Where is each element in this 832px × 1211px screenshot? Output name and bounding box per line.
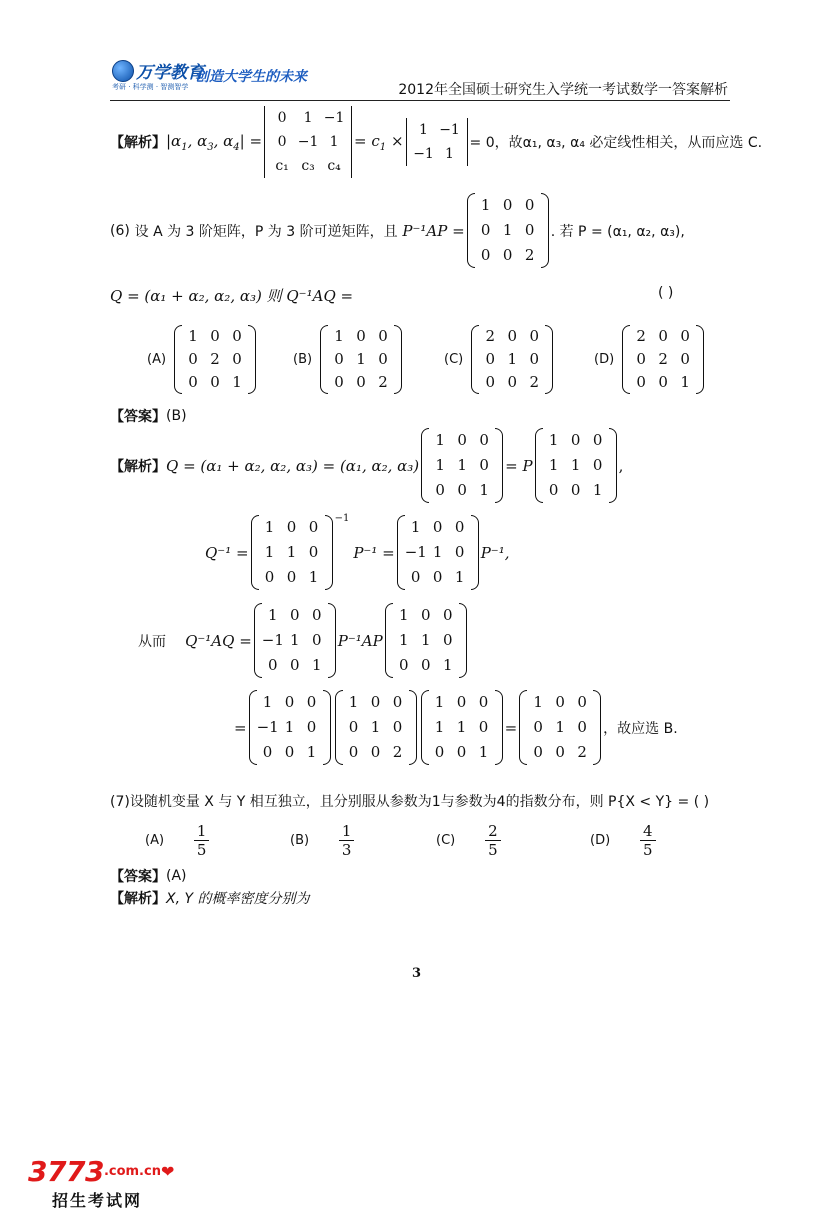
matrix-entry: 0 xyxy=(432,568,443,586)
matrix-entry: 0 xyxy=(680,350,690,368)
matrix-entry: 1 xyxy=(445,146,454,162)
matrix-entry: 1 xyxy=(420,631,431,649)
matrix-entry: 0 xyxy=(356,373,366,391)
matrix-entry: 0 xyxy=(454,543,465,561)
option-label: (D) xyxy=(590,833,611,848)
matrix-entry: 1 xyxy=(480,196,491,214)
matrix-entry: 0 xyxy=(577,718,587,736)
matrix-entry: 1 xyxy=(548,431,559,449)
therefore-word: 从而 xyxy=(138,633,166,650)
site-logo xyxy=(28,1155,174,1188)
analysis-tag: 【解析】 xyxy=(110,135,166,151)
matrix-entry: 0 xyxy=(210,327,220,345)
q7-option-a xyxy=(145,822,209,859)
eq1-lhs: Q = (α₁ + α₂, α₂, α₃) = (α₁, α₂, α₃) xyxy=(166,456,420,475)
q6-analysis-line3 xyxy=(138,603,469,678)
matrix-entry: 1 xyxy=(370,718,381,736)
q6-analysis-line4 xyxy=(234,690,678,765)
matrix-entry: −1 xyxy=(261,631,284,649)
matrix-entry: 1 xyxy=(356,350,366,368)
option-label: (C) xyxy=(436,833,456,848)
matrix-entry: 0 xyxy=(442,631,453,649)
matrix-entry: 0 xyxy=(334,373,344,391)
matrix-entry: 0 xyxy=(378,327,388,345)
matrix-entry: 0 xyxy=(442,606,453,624)
matrix-entry: 0 xyxy=(356,327,366,345)
matrix-entry: 0 xyxy=(370,693,381,711)
matrix-entry: 0 xyxy=(479,431,489,449)
fraction-numerator: 2 xyxy=(485,822,501,841)
matrix-entry: 0 xyxy=(456,693,467,711)
matrix-entry: c₄ xyxy=(327,158,341,174)
matrix-entry: 0 xyxy=(286,518,297,536)
matrix-entry: 2 xyxy=(210,350,220,368)
equals-sign: = xyxy=(504,718,518,737)
matrix-entry: 0 xyxy=(312,631,322,649)
matrix-entry: 0 xyxy=(592,431,603,449)
matrix-entry: −1 xyxy=(256,718,279,736)
matrix-entry: 0 xyxy=(507,327,517,345)
matrix-entry: 0 xyxy=(524,221,535,239)
matrix-entry: 0 xyxy=(658,373,668,391)
globe-icon xyxy=(112,60,134,82)
matrix-entry: 0 xyxy=(454,518,465,536)
matrix-entry: 1 xyxy=(432,543,443,561)
question-number: (6) xyxy=(110,222,130,239)
q7-option-d xyxy=(590,822,656,859)
option-label: (A) xyxy=(145,833,165,848)
q6-stem xyxy=(110,193,685,268)
matrix-entry: 0 xyxy=(570,431,581,449)
matrix-entry: 2 xyxy=(392,743,403,761)
matrix-entry: 1 xyxy=(398,631,409,649)
matrix-entry: 2 xyxy=(577,743,587,761)
matrix-entry: 1 xyxy=(592,481,603,499)
determinant-2x2 xyxy=(406,118,468,166)
matrix-entry: 0 xyxy=(524,196,535,214)
answer-value: (B) xyxy=(166,408,187,424)
matrix-entry: 1 xyxy=(286,543,297,561)
matrix-entry: 0 xyxy=(533,718,543,736)
matrix-entry: 0 xyxy=(306,718,317,736)
matrix-entry: 0 xyxy=(348,743,359,761)
matrix-entry: 0 xyxy=(636,373,646,391)
matrix-entry: 0 xyxy=(262,743,273,761)
matrix-entry: 1 xyxy=(570,456,581,474)
option-label: (B) xyxy=(290,833,310,848)
fraction-denominator: 5 xyxy=(643,841,653,859)
fraction-denominator: 5 xyxy=(488,841,498,859)
matrix-diag xyxy=(467,193,549,268)
analysis-tag: 【解析】 xyxy=(110,458,166,475)
matrix-entry: 0 xyxy=(370,743,381,761)
option-label: (B) xyxy=(293,352,313,367)
matrix-entry: 1 xyxy=(232,373,242,391)
q6-analysis-line2 xyxy=(205,515,510,590)
fraction-numerator: 1 xyxy=(339,822,355,841)
matrix-entry: 1 xyxy=(284,718,295,736)
matrix-entry: 0 xyxy=(210,373,220,391)
matrix-entry: 0 xyxy=(284,743,295,761)
matrix-entry: 1 xyxy=(533,693,543,711)
q-inverse: Q⁻¹ = xyxy=(205,543,249,562)
matrix-entry: 1 xyxy=(680,373,690,391)
matrix-entry: −1 xyxy=(404,543,427,561)
matrix-entry: 0 xyxy=(188,373,198,391)
matrix-entry: c₃ xyxy=(301,158,315,174)
matrix-entry: 1 xyxy=(435,456,445,474)
matrix-entry: 0 xyxy=(457,431,467,449)
fraction-numerator: 4 xyxy=(640,822,656,841)
matrix-entry: 1 xyxy=(456,718,467,736)
fraction-denominator: 3 xyxy=(341,841,352,859)
matrix-entry: 0 xyxy=(286,568,297,586)
matrix-entry: 1 xyxy=(502,221,513,239)
q7-option-b xyxy=(290,822,354,859)
matrix-entry: 0 xyxy=(398,656,409,674)
matrix-entry: 1 xyxy=(434,693,445,711)
matrix-entry: 2 xyxy=(485,327,495,345)
matrix-entry: 1 xyxy=(290,631,300,649)
matrix-entry: −1 xyxy=(323,110,345,126)
equals-sign: = xyxy=(234,718,247,737)
eq1-end: , xyxy=(618,456,624,475)
matrix-entry: 1 xyxy=(264,543,275,561)
matrix-entry: 1 xyxy=(334,327,344,345)
matrix-entry: 0 xyxy=(290,656,300,674)
matrix-entry: 0 xyxy=(533,743,543,761)
matrix-entry: 0 xyxy=(485,350,495,368)
q7-stem: (7)设随机变量 X 与 Y 相互独立，且分别服从参数为1与参数为4的指数分布，则 P{X < Y} = ( ) xyxy=(110,794,710,810)
matrix-entry: 2 xyxy=(636,327,646,345)
q6-stem-b: . 若 P = (α₁, α₂, α₃), xyxy=(550,223,685,240)
pap-expression: P⁻¹AP xyxy=(337,631,383,650)
page-header-title: 2012年全国硕士研究生入学统一考试数学一答案解析 xyxy=(398,82,728,98)
matrix-entry: 1 xyxy=(555,718,565,736)
matrix-entry: 0 xyxy=(392,718,403,736)
header-rule xyxy=(110,100,730,101)
answer-value: (A) xyxy=(166,868,187,884)
matrix-entry: 1 xyxy=(329,134,339,150)
matrix-entry: 0 xyxy=(420,656,431,674)
matrix-entry: 0 xyxy=(264,568,275,586)
fraction-denominator: 5 xyxy=(196,841,207,859)
matrix-entry: 0 xyxy=(577,693,587,711)
q6-lhs: P⁻¹AP = xyxy=(402,221,465,240)
matrix-entry: 1 xyxy=(348,693,359,711)
matrix-entry: 2 xyxy=(529,373,539,391)
q5-analysis: 【解析】 $|\alpha_1$, $\alpha_3$, $\alpha_4|$ = 0 1 −1 0 −1 1 c₁ c₃ c₄ = $c_1$ × 1 −1 −1 1 = 0，故α₁, α₃, α₄ 必定线性相关，从而应选 C. xyxy=(110,106,762,178)
matrix-entry: 0 xyxy=(485,373,495,391)
matrix-entry: 0 xyxy=(636,350,646,368)
matrix-entry: 0 xyxy=(680,327,690,345)
matrix-entry: 0 xyxy=(334,350,344,368)
matrix-entry: 1 xyxy=(478,743,489,761)
matrix-entry: 0 xyxy=(480,221,491,239)
matrix-entry: 0 xyxy=(529,350,539,368)
inverse-superscript: −1 xyxy=(334,513,350,524)
matrix-entry: 0 xyxy=(548,481,559,499)
matrix-entry: 2 xyxy=(378,373,388,391)
option-b xyxy=(293,325,404,394)
matrix-entry: 0 xyxy=(478,718,489,736)
matrix-entry: 0 xyxy=(479,456,489,474)
matrix-entry: −1 xyxy=(439,122,460,138)
q6-analysis-line1 xyxy=(110,428,623,503)
matrix-entry: 2 xyxy=(658,350,668,368)
q7-answer xyxy=(110,866,187,886)
q6-stem-a: 设 A 为 3 阶矩阵，P 为 3 阶可逆矩阵，且 xyxy=(134,223,398,240)
site-brand: 3773 xyxy=(28,1155,104,1188)
matrix-entry: 0 xyxy=(348,718,359,736)
matrix-entry: 0 xyxy=(658,327,668,345)
wanxue-logo xyxy=(112,58,204,91)
matrix-entry: 2 xyxy=(524,246,535,264)
matrix-entry: 0 xyxy=(392,693,403,711)
matrix-entry: 1 xyxy=(308,568,319,586)
matrix-entry: 1 xyxy=(188,327,198,345)
matrix-entry: 0 xyxy=(478,693,489,711)
matrix-entry: 0 xyxy=(435,481,445,499)
matrix-entry: 0 xyxy=(570,481,581,499)
matrix-entry: 1 xyxy=(303,110,313,126)
matrix-entry: 0 xyxy=(308,518,319,536)
logo-subtitle: 考研 · 科学测 · 智测智学 xyxy=(112,83,189,91)
matrix-entry: 1 xyxy=(419,122,428,138)
matrix-entry: 1 xyxy=(434,718,445,736)
matrix-entry: 0 xyxy=(432,518,443,536)
matrix-entry: −1 xyxy=(413,146,434,162)
option-label: (C) xyxy=(444,352,464,367)
slogan: 创造大学生的未来 xyxy=(195,69,307,85)
matrix-entry: 1 xyxy=(457,456,467,474)
matrix-entry: 1 xyxy=(442,656,453,674)
qaq-expression: Q⁻¹AQ = xyxy=(185,631,252,650)
matrix-entry: 0 xyxy=(457,481,467,499)
matrix-entry: 0 xyxy=(232,350,242,368)
matrix-entry: 1 xyxy=(262,693,273,711)
matrix-entry: 1 xyxy=(548,456,559,474)
answer-tag: 【答案】 xyxy=(110,409,166,425)
matrix-entry: 0 xyxy=(480,246,491,264)
determinant-3x3 xyxy=(264,106,352,178)
matrix-entry: −1 xyxy=(297,134,319,150)
answer-blank: ( ) xyxy=(658,285,674,301)
matrix-entry: 0 xyxy=(306,693,317,711)
matrix-entry: 0 xyxy=(555,693,565,711)
option-a xyxy=(147,325,258,394)
site-tagline: 招生考试网 xyxy=(52,1191,143,1210)
matrix-entry: 0 xyxy=(410,568,421,586)
heart-icon: ❤ xyxy=(160,1162,175,1181)
matrix-entry: c₁ xyxy=(275,158,289,174)
matrix-entry: 0 xyxy=(232,327,242,345)
matrix-entry: 0 xyxy=(502,246,513,264)
matrix-entry: 0 xyxy=(592,456,603,474)
matrix-entry: 0 xyxy=(277,110,287,126)
matrix-entry: 0 xyxy=(507,373,517,391)
matrix-entry: 1 xyxy=(410,518,421,536)
matrix-entry: 1 xyxy=(479,481,489,499)
option-label: (A) xyxy=(147,352,167,367)
answer-tag: 【答案】 xyxy=(110,869,166,885)
matrix-entry: 1 xyxy=(312,656,322,674)
matrix-entry: 1 xyxy=(507,350,517,368)
q6-final-text: ，故应选 B. xyxy=(603,720,678,737)
analysis-text: X, Y 的概率密度分别为 xyxy=(166,891,310,907)
matrix-entry: 0 xyxy=(277,134,287,150)
logo-name: 万学教育 xyxy=(136,63,204,83)
site-domain: .com.cn xyxy=(103,1164,161,1179)
analysis-tag: 【解析】 xyxy=(110,891,166,907)
matrix-entry: 0 xyxy=(456,743,467,761)
matrix-entry: 0 xyxy=(555,743,565,761)
page-number: 3 xyxy=(412,966,422,981)
eq1-mid: = P xyxy=(505,456,533,475)
matrix-entry: 0 xyxy=(529,327,539,345)
option-label: (D) xyxy=(594,352,615,367)
q7-analysis xyxy=(110,888,310,908)
q6-stem-line2 xyxy=(110,285,353,306)
matrix-entry: 0 xyxy=(434,743,445,761)
p-inverse-end: P⁻¹, xyxy=(480,543,510,562)
option-d xyxy=(594,325,706,394)
matrix-entry: 1 xyxy=(398,606,409,624)
matrix-entry: 0 xyxy=(284,693,295,711)
matrix-entry: 1 xyxy=(268,606,278,624)
matrix-entry: 0 xyxy=(308,543,319,561)
q6-answer xyxy=(110,406,187,426)
matrix-entry: 0 xyxy=(188,350,198,368)
q6-stem-c: Q = (α₁ + α₂, α₂, α₃) 则 Q⁻¹AQ = xyxy=(110,287,354,305)
matrix-entry: 0 xyxy=(502,196,513,214)
matrix-entry: 0 xyxy=(290,606,300,624)
matrix-entry: 1 xyxy=(454,568,465,586)
p-inverse: P⁻¹ = xyxy=(353,543,395,562)
matrix-entry: 0 xyxy=(268,656,278,674)
matrix-entry: 0 xyxy=(420,606,431,624)
matrix-entry: 0 xyxy=(378,350,388,368)
matrix-entry: 1 xyxy=(306,743,317,761)
matrix-entry: 0 xyxy=(312,606,322,624)
fraction-numerator: 1 xyxy=(194,822,210,841)
matrix-entry: 1 xyxy=(435,431,445,449)
q5-conclusion: = 0，故α₁, α₃, α₄ 必定线性相关，从而应选 C. xyxy=(469,135,763,151)
option-c xyxy=(444,325,555,394)
matrix-entry: 1 xyxy=(264,518,275,536)
q7-option-c xyxy=(436,822,501,859)
